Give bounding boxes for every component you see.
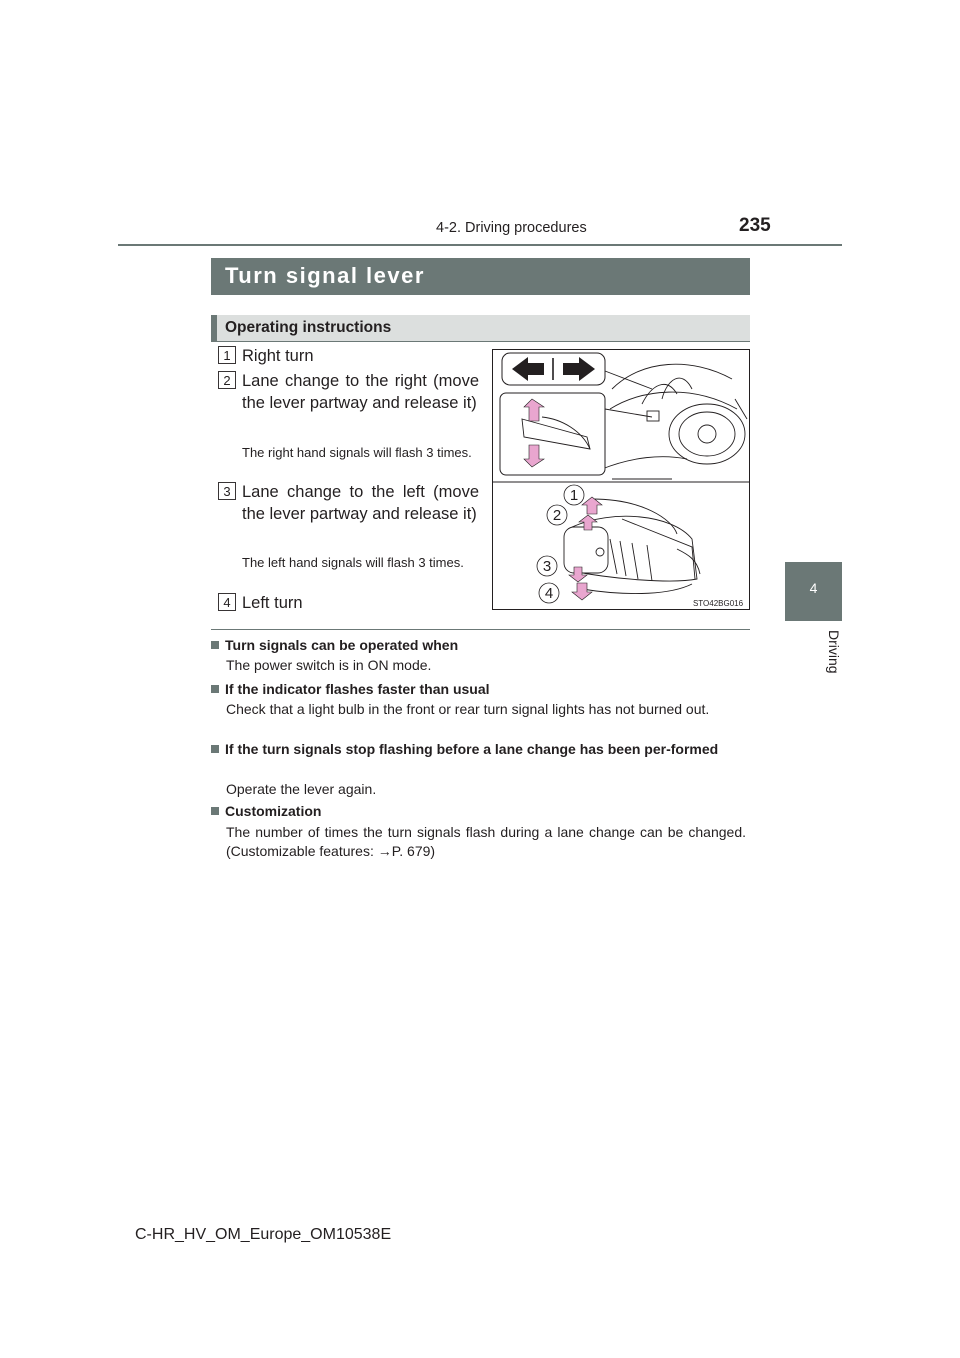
lever-inset xyxy=(500,393,605,475)
subtitle-mark xyxy=(211,315,217,341)
page-title: Turn signal lever xyxy=(225,263,425,288)
step-2-icon xyxy=(218,371,236,389)
chapter-tab xyxy=(785,562,842,621)
step-1-icon xyxy=(218,346,236,364)
step-2-text: Lane change to the right (move the lever partway and release it) xyxy=(242,372,479,412)
notes-rule xyxy=(211,629,750,630)
callout-3: 3 xyxy=(542,558,552,575)
note-3-heading: If the turn signals stop flashing before a lane change has been per-formed xyxy=(211,740,751,759)
note-2-heading: If the indicator flashes faster than usual xyxy=(211,680,751,699)
callout-2: 2 xyxy=(552,507,562,524)
square-bullet-icon xyxy=(211,745,219,753)
step-2-note: The right hand signals will flash 3 times. xyxy=(242,445,472,460)
header-rule xyxy=(118,244,842,246)
note-4-body: The number of times the turn signals flash during a lane change can be changed. (Customizable features: →P. 679) xyxy=(226,824,746,859)
chapter-number: 4 xyxy=(809,580,818,596)
step-1-text: Right turn xyxy=(242,347,314,365)
step-4-text: Left turn xyxy=(242,594,303,612)
figure-code: STO42BG016 xyxy=(692,599,744,608)
svg-text:3: 3 xyxy=(223,484,231,499)
title-bar xyxy=(211,258,750,295)
page-number: 235 xyxy=(739,215,771,236)
note-1-body: The power switch is in ON mode. xyxy=(226,657,432,673)
step-4-icon xyxy=(218,593,236,611)
subtitle: Operating instructions xyxy=(225,319,392,336)
note-1-heading: Turn signals can be operated when xyxy=(211,636,751,655)
svg-text:4: 4 xyxy=(223,595,231,610)
step-3-text: Lane change to the left (move the lever partway and release it) xyxy=(242,483,479,523)
square-bullet-icon xyxy=(211,685,219,693)
chapter-label: Driving xyxy=(826,630,842,674)
document-code: C-HR_HV_OM_Europe_OM10538E xyxy=(135,1226,392,1243)
section-title: 4-2. Driving procedures xyxy=(436,220,587,236)
callout-1: 1 xyxy=(569,487,579,504)
turn-indicator-inset xyxy=(502,353,605,385)
square-bullet-icon xyxy=(211,807,219,815)
note-2-body: Check that a light bulb in the front or rear turn signal lights has not burned out. xyxy=(226,701,710,717)
square-bullet-icon xyxy=(211,641,219,649)
svg-text:1: 1 xyxy=(223,348,231,363)
turn-signal-figure xyxy=(492,349,750,610)
note-4-heading: Customization xyxy=(211,802,751,821)
subtitle-rule xyxy=(211,341,750,342)
callout-4: 4 xyxy=(544,585,554,602)
svg-text:2: 2 xyxy=(223,373,231,388)
step-3-note: The left hand signals will flash 3 times. xyxy=(242,555,464,570)
subtitle-bar xyxy=(211,315,750,341)
step-3-icon xyxy=(218,482,236,500)
note-3-body: Operate the lever again. xyxy=(226,781,377,797)
